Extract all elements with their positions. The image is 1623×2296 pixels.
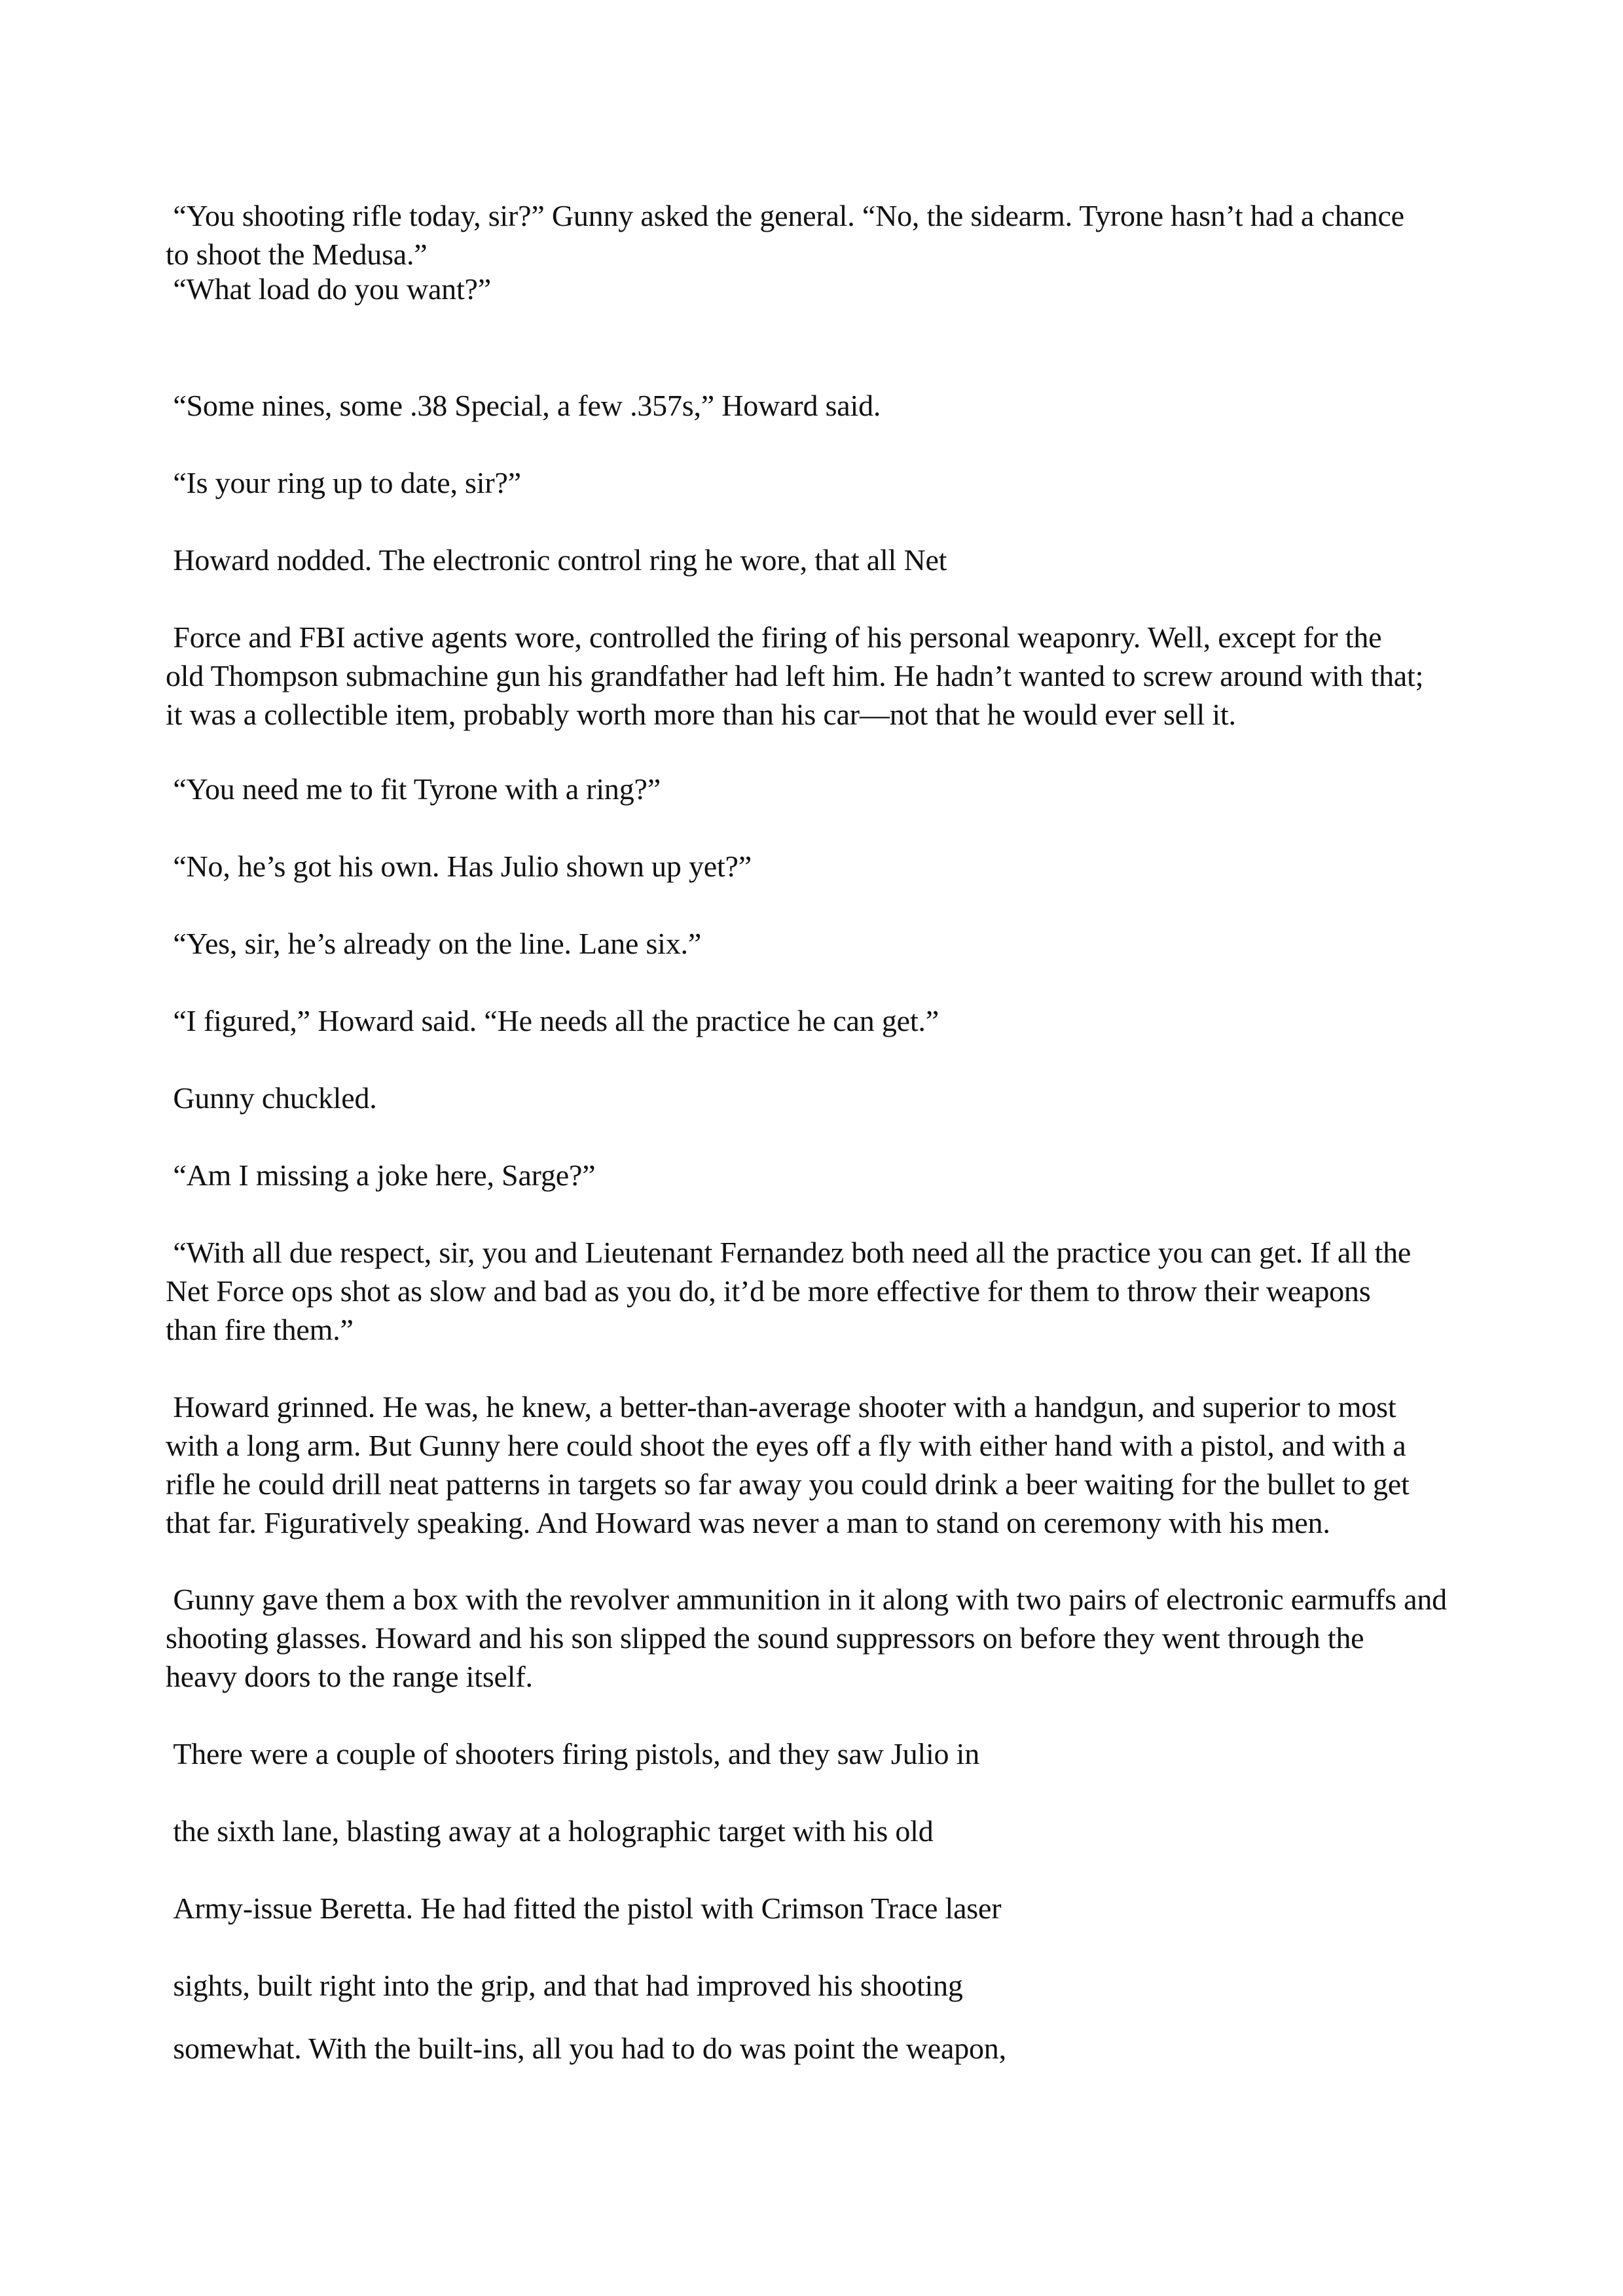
paragraph: “I figured,” Howard said. “He needs all the practice he can get.” [166, 1004, 939, 1037]
paragraph: Gunny chuckled. [166, 1081, 377, 1115]
paragraph: somewhat. With the built-ins, all you had to do was point the weapon, [166, 2032, 1006, 2065]
paragraph: Howard nodded. The electronic control ring he wore, that all Net [166, 543, 947, 577]
paragraph: “You need me to fit Tyrone with a ring?” [166, 772, 661, 806]
paragraph: “Is your ring up to date, sir?” [166, 466, 521, 499]
paragraph: There were a couple of shooters firing pistols, and they saw Julio in [166, 1737, 980, 1770]
paragraph: “No, he’s got his own. Has Julio shown up yet?” [166, 850, 752, 883]
paragraph: “Yes, sir, he’s already on the line. Lane six.” [166, 927, 702, 960]
paragraph: sights, built right into the grip, and that had improved his shooting [166, 1969, 963, 2002]
paragraph: Howard grinned. He was, he knew, a better-than-average shooter with a handgun, and superior to most with a long arm. But Gunny here could shoot the eyes off a fly with either hand with a pistol, and with a rifle he could drill neat patterns in targets so far away you could drink a beer waiting for the bullet to get that far. Figuratively speaking. And Howard was never a man to stand on ceremony with his men. [166, 1390, 1410, 1539]
paragraph: “Some nines, some .38 Special, a few .357s,” Howard said. [166, 389, 881, 422]
paragraph: Gunny gave them a box with the revolver ammunition in it along with two pairs of electronic earmuffs and shooting glasses. Howard and his son slipped the sound suppressors on before they went through the heavy doors to the range itself. [166, 1583, 1447, 1693]
paragraph: “With all due respect, sir, you and Lieutenant Fernandez both need all the practice you can get. If all the Net Force ops shot as slow and bad as you do, it’d be more effective for them to throw their weapons than fire them.” [166, 1236, 1412, 1346]
paragraph: “What load do you want?” [166, 272, 491, 306]
paragraph: “Am I missing a joke here, Sarge?” [166, 1158, 596, 1192]
paragraph: Army-issue Beretta. He had fitted the pistol with Crimson Trace laser [166, 1892, 1002, 1925]
paragraph: Force and FBI active agents wore, controlled the firing of his personal weaponry. Well, except for the old Thompson submachine gun his grandfather had left him. He hadn’t wanted to screw around with that; it was a collectible item, probably worth more than his car—not that he would ever sell it. [166, 620, 1424, 731]
paragraph: the sixth lane, blasting away at a holographic target with his old [166, 1814, 934, 1848]
paragraph: “You shooting rifle today, sir?” Gunny asked the general. “No, the sidearm. Tyrone hasn’t had a chance to shoot the Medusa.” [166, 199, 1404, 271]
